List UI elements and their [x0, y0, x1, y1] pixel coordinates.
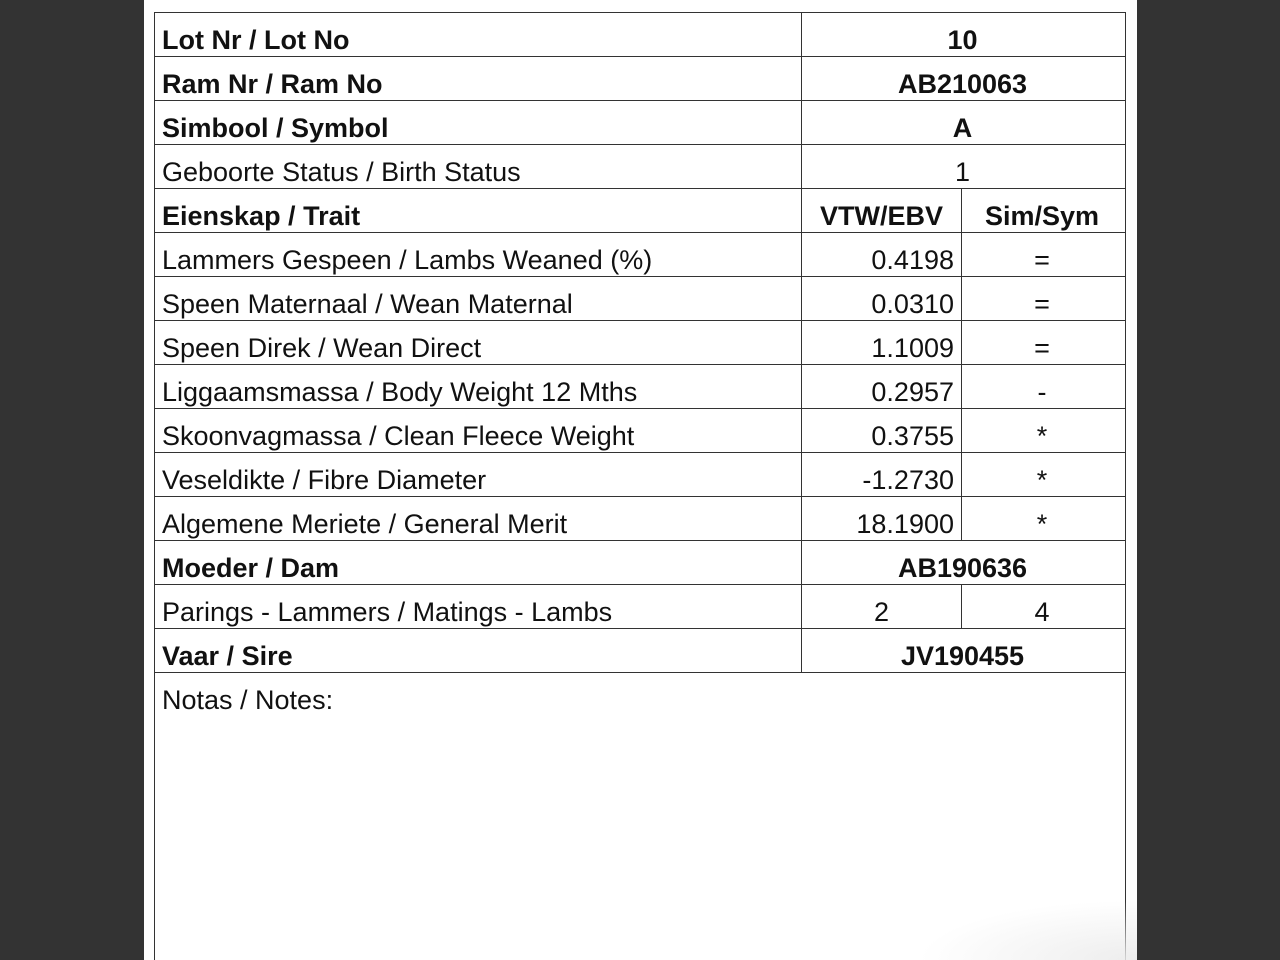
lot-row	[155, 13, 1125, 57]
trait-ebv: 18.1900	[802, 497, 962, 540]
trait-label: Speen Direk / Wean Direct	[155, 321, 802, 364]
trait-label: Speen Maternaal / Wean Maternal	[155, 277, 802, 320]
trait-row	[155, 365, 1125, 409]
trait-row	[155, 277, 1125, 321]
trait-label: Lammers Gespeen / Lambs Weaned (%)	[155, 233, 802, 276]
trait-ebv: 0.0310	[802, 277, 962, 320]
trait-sym: =	[1034, 289, 1050, 319]
dam-value: AB190636	[897, 553, 1028, 583]
notes-label: Notas / Notes:	[162, 685, 334, 715]
trait-label: Veseldikte / Fibre Diameter	[155, 453, 802, 496]
ram-label: Ram Nr / Ram No	[155, 57, 802, 100]
lot-value: 10	[947, 25, 978, 55]
ram-info-table	[154, 12, 1126, 960]
birth-status-row	[155, 145, 1125, 189]
birth-status-label: Geboorte Status / Birth Status	[155, 145, 802, 188]
matings-count: 2	[802, 585, 962, 628]
trait-ebv: 0.2957	[802, 365, 962, 408]
lot-label: Lot Nr / Lot No	[155, 13, 802, 56]
trait-row	[155, 233, 1125, 277]
trait-sym: =	[1034, 245, 1050, 275]
trait-ebv: -1.2730	[802, 453, 962, 496]
trait-label: Skoonvagmassa / Clean Fleece Weight	[155, 409, 802, 452]
ram-value: AB210063	[897, 69, 1028, 99]
trait-row	[155, 409, 1125, 453]
ram-row	[155, 57, 1125, 101]
ebv-header: VTW/EBV	[802, 189, 962, 232]
trait-header-row	[155, 189, 1125, 233]
trait-sym: *	[1036, 421, 1048, 451]
matings-label: Parings - Lammers / Matings - Lambs	[155, 585, 802, 628]
trait-label: Algemene Meriete / General Merit	[155, 497, 802, 540]
document-page	[144, 0, 1137, 960]
page-shadow	[917, 900, 1137, 960]
trait-ebv: 0.3755	[802, 409, 962, 452]
trait-sym: *	[1036, 465, 1048, 495]
lambs-count: 4	[1034, 597, 1050, 627]
symbol-row	[155, 101, 1125, 145]
trait-row	[155, 453, 1125, 497]
trait-row	[155, 321, 1125, 365]
sym-header: Sim/Sym	[984, 201, 1100, 231]
dam-label: Moeder / Dam	[155, 541, 802, 584]
symbol-value: A	[952, 113, 973, 143]
birth-status-value: 1	[954, 157, 971, 187]
trait-label: Liggaamsmassa / Body Weight 12 Mths	[155, 365, 802, 408]
dam-row	[155, 541, 1125, 585]
trait-sym: -	[1037, 377, 1047, 407]
trait-sym: *	[1036, 509, 1048, 539]
trait-ebv: 0.4198	[802, 233, 962, 276]
sire-row	[155, 629, 1125, 673]
trait-sym: =	[1034, 333, 1050, 363]
symbol-label: Simbool / Symbol	[155, 101, 802, 144]
trait-header-label: Eienskap / Trait	[155, 189, 802, 232]
trait-row	[155, 497, 1125, 541]
trait-ebv: 1.1009	[802, 321, 962, 364]
matings-row	[155, 585, 1125, 629]
sire-value: JV190455	[900, 641, 1025, 671]
sire-label: Vaar / Sire	[155, 629, 802, 672]
